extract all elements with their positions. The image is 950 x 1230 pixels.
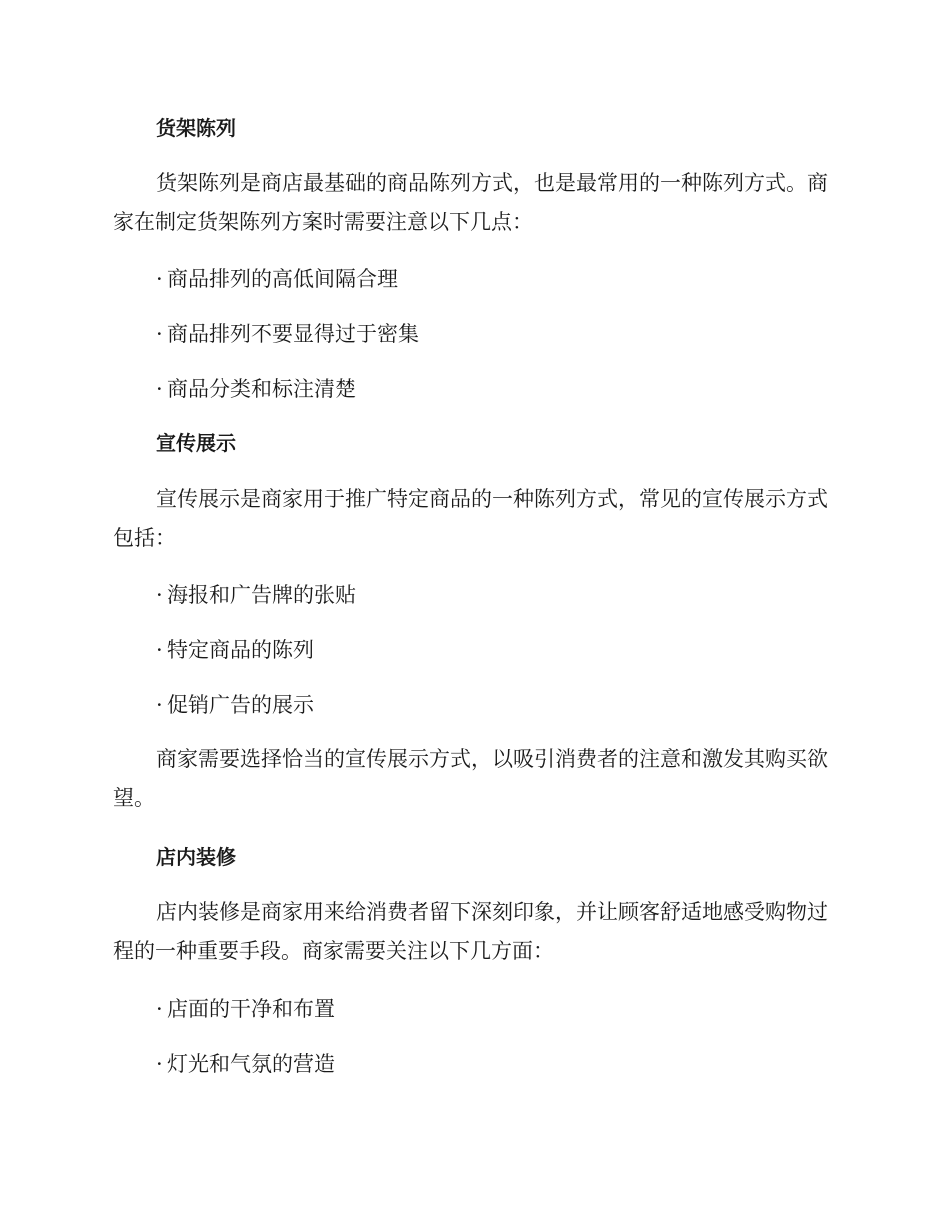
bullet-marker: ·: [156, 583, 163, 607]
section-intro-paragraph: 宣传展示是商家用于推广特定商品的一种陈列方式，常见的宣传展示方式包括：: [113, 487, 828, 550]
section-heading-store-decor: 店内装修: [156, 845, 236, 869]
bullet-text: 海报和广告牌的张贴: [167, 583, 356, 607]
bullet-text: 店面的干净和布置: [167, 997, 335, 1021]
bullet-marker: ·: [156, 638, 163, 662]
bullet-marker: ·: [156, 322, 163, 346]
section-intro-paragraph: 店内装修是商家用来给消费者留下深刻印象，并让顾客舒适地感受购物过程的一种重要手段。商家需要关注以下几方面：: [113, 900, 828, 963]
bullet-item: [156, 690, 876, 720]
bullet-item: [156, 580, 876, 610]
bullet-marker: ·: [156, 377, 163, 401]
bullet-text: 促销广告的展示: [167, 693, 314, 717]
bullet-item: [156, 994, 876, 1024]
section-heading-shelf-display: 货架陈列: [156, 116, 236, 140]
bullet-item: [156, 264, 876, 294]
bullet-text: 商品排列不要显得过于密集: [167, 322, 419, 346]
section-heading-promo-display: 宣传展示: [156, 431, 236, 455]
bullet-marker: ·: [156, 267, 163, 291]
bullet-text: 特定商品的陈列: [167, 638, 314, 662]
bullet-item: [156, 374, 876, 404]
bullet-marker: ·: [156, 693, 163, 717]
bullet-marker: ·: [156, 997, 163, 1021]
bullet-item: [156, 1049, 876, 1079]
section-outro-paragraph: 商家需要选择恰当的宣传展示方式，以吸引消费者的注意和激发其购买欲望。: [113, 747, 828, 810]
bullet-text: 商品排列的高低间隔合理: [167, 267, 398, 291]
bullet-marker: ·: [156, 1052, 163, 1076]
bullet-item: [156, 319, 876, 349]
bullet-text: 灯光和气氛的营造: [167, 1052, 335, 1076]
bullet-text: 商品分类和标注清楚: [167, 377, 356, 401]
bullet-item: [156, 635, 876, 665]
section-intro-paragraph: 货架陈列是商店最基础的商品陈列方式，也是最常用的一种陈列方式。商家在制定货架陈列方案时需要注意以下几点：: [113, 171, 828, 234]
